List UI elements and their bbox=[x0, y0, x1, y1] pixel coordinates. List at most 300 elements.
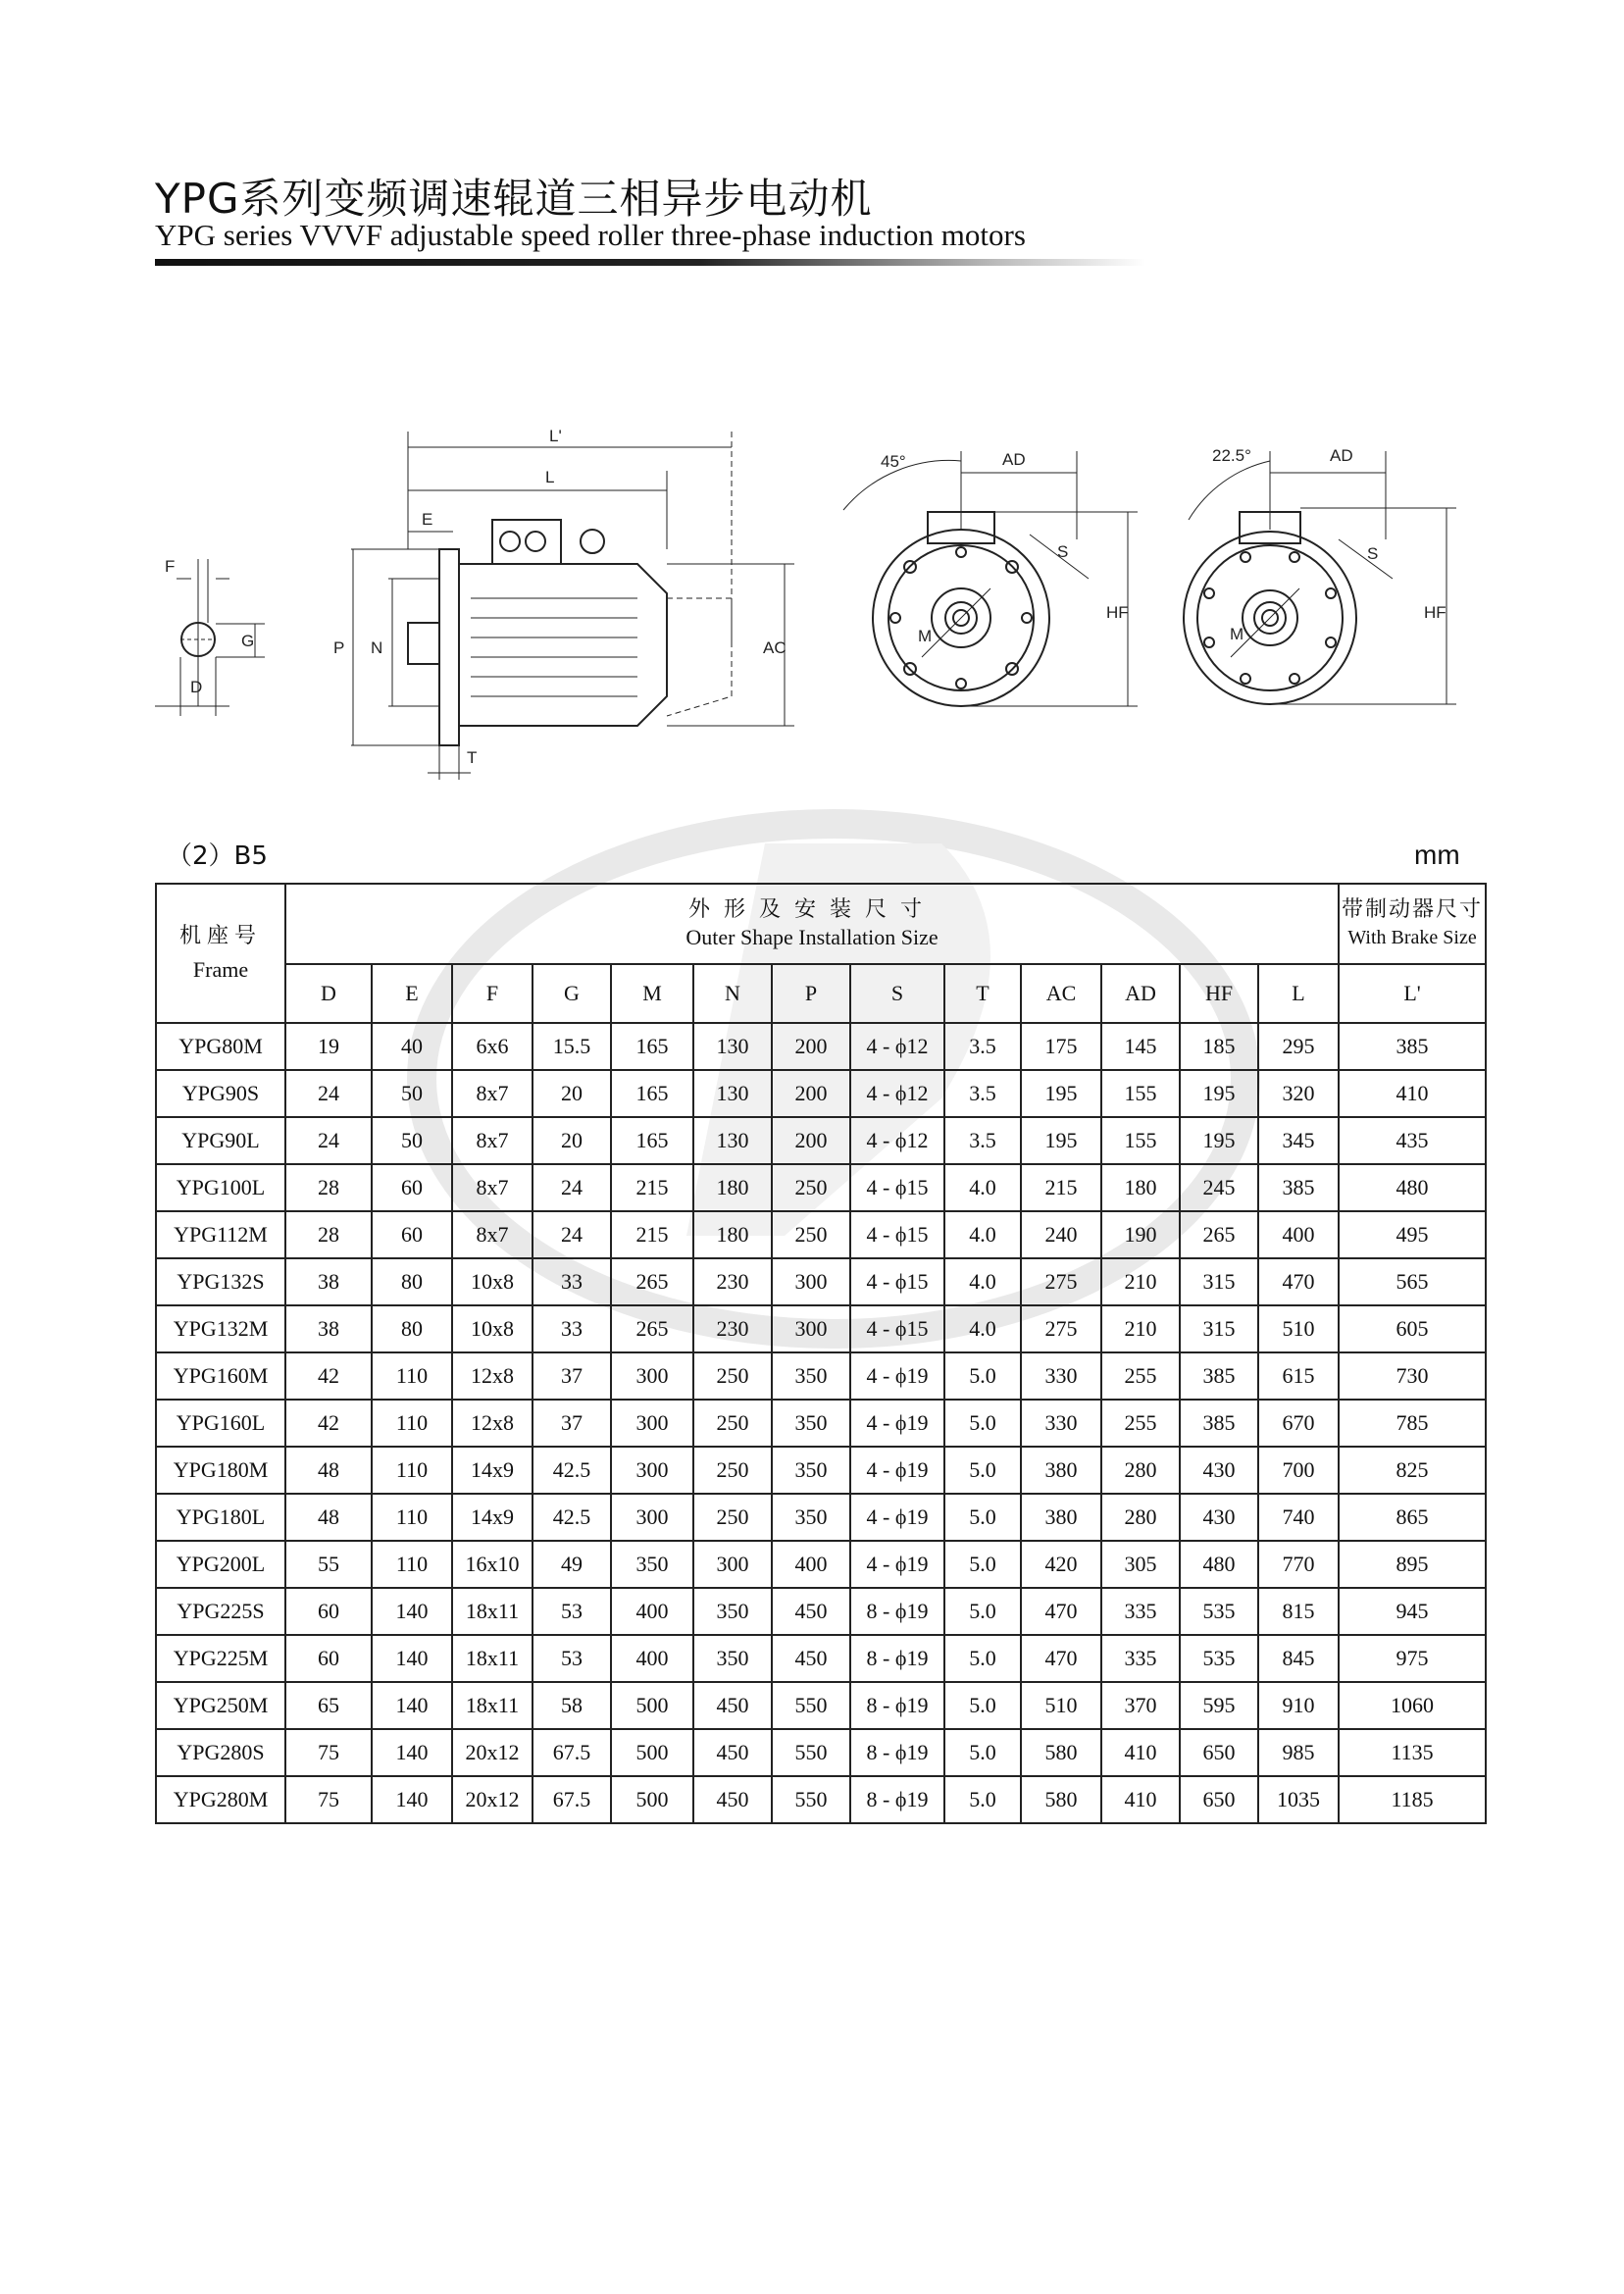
value-cell: 275 bbox=[1021, 1258, 1101, 1305]
table-row bbox=[156, 1258, 1486, 1305]
table-row bbox=[156, 1305, 1486, 1352]
column-header: F bbox=[452, 964, 533, 1023]
value-cell: 4 - ϕ15 bbox=[850, 1211, 944, 1258]
value-cell: 42.5 bbox=[533, 1494, 611, 1541]
value-cell: 410 bbox=[1101, 1776, 1180, 1823]
frame-cell: YPG280M bbox=[156, 1776, 285, 1823]
frame-header-en: Frame bbox=[192, 957, 249, 982]
frame-cell: YPG132M bbox=[156, 1305, 285, 1352]
outer-size-header-cn: 外形及安装尺寸 bbox=[688, 897, 937, 922]
value-cell: 785 bbox=[1339, 1400, 1486, 1447]
value-cell: 240 bbox=[1021, 1211, 1101, 1258]
frame-cell: YPG90L bbox=[156, 1117, 285, 1164]
value-cell: 20x12 bbox=[452, 1776, 533, 1823]
frame-cell: YPG225S bbox=[156, 1588, 285, 1635]
value-cell: 195 bbox=[1021, 1070, 1101, 1117]
value-cell: 580 bbox=[1021, 1776, 1101, 1823]
value-cell: 5.0 bbox=[944, 1682, 1021, 1729]
frame-header bbox=[156, 884, 285, 1023]
value-cell: 155 bbox=[1101, 1070, 1180, 1117]
value-cell: 67.5 bbox=[533, 1776, 611, 1823]
value-cell: 605 bbox=[1339, 1305, 1486, 1352]
value-cell: 470 bbox=[1021, 1635, 1101, 1682]
frame-cell: YPG90S bbox=[156, 1070, 285, 1117]
value-cell: 305 bbox=[1101, 1541, 1180, 1588]
value-cell: 4 - ϕ19 bbox=[850, 1352, 944, 1400]
value-cell: 550 bbox=[772, 1682, 850, 1729]
value-cell: 345 bbox=[1258, 1117, 1339, 1164]
value-cell: 145 bbox=[1101, 1023, 1180, 1070]
value-cell: 845 bbox=[1258, 1635, 1339, 1682]
table-row bbox=[156, 1541, 1486, 1588]
value-cell: 300 bbox=[772, 1258, 850, 1305]
value-cell: 60 bbox=[285, 1635, 372, 1682]
value-cell: 230 bbox=[693, 1305, 772, 1352]
value-cell: 210 bbox=[1101, 1258, 1180, 1305]
value-cell: 4.0 bbox=[944, 1211, 1021, 1258]
value-cell: 175 bbox=[1021, 1023, 1101, 1070]
value-cell: 38 bbox=[285, 1258, 372, 1305]
frame-cell: YPG112M bbox=[156, 1211, 285, 1258]
shaft-end-view bbox=[155, 557, 265, 716]
value-cell: 4 - ϕ19 bbox=[850, 1541, 944, 1588]
value-cell: 495 bbox=[1339, 1211, 1486, 1258]
value-cell: 19 bbox=[285, 1023, 372, 1070]
label-22-5: 22.5° bbox=[1212, 446, 1251, 465]
frame-cell: YPG200L bbox=[156, 1541, 285, 1588]
value-cell: 385 bbox=[1258, 1164, 1339, 1211]
value-cell: 350 bbox=[611, 1541, 693, 1588]
value-cell: 58 bbox=[533, 1682, 611, 1729]
value-cell: 48 bbox=[285, 1447, 372, 1494]
value-cell: 60 bbox=[372, 1164, 452, 1211]
label-t: T bbox=[467, 748, 478, 767]
value-cell: 400 bbox=[611, 1635, 693, 1682]
value-cell: 195 bbox=[1021, 1117, 1101, 1164]
value-cell: 3.5 bbox=[944, 1070, 1021, 1117]
value-cell: 24 bbox=[533, 1211, 611, 1258]
value-cell: 550 bbox=[772, 1729, 850, 1776]
value-cell: 470 bbox=[1258, 1258, 1339, 1305]
value-cell: 295 bbox=[1258, 1023, 1339, 1070]
value-cell: 8 - ϕ19 bbox=[850, 1729, 944, 1776]
value-cell: 275 bbox=[1021, 1305, 1101, 1352]
value-cell: 155 bbox=[1101, 1117, 1180, 1164]
value-cell: 5.0 bbox=[944, 1588, 1021, 1635]
value-cell: 165 bbox=[611, 1070, 693, 1117]
brake-size-header-en: With Brake Size bbox=[1347, 927, 1477, 948]
value-cell: 18x11 bbox=[452, 1682, 533, 1729]
value-cell: 450 bbox=[772, 1588, 850, 1635]
value-cell: 140 bbox=[372, 1776, 452, 1823]
value-cell: 18x11 bbox=[452, 1635, 533, 1682]
value-cell: 20x12 bbox=[452, 1729, 533, 1776]
label-f: F bbox=[165, 557, 176, 576]
label-g: G bbox=[241, 632, 255, 650]
value-cell: 8 - ϕ19 bbox=[850, 1635, 944, 1682]
table-body bbox=[156, 1023, 1486, 1823]
value-cell: 330 bbox=[1021, 1352, 1101, 1400]
value-cell: 650 bbox=[1180, 1729, 1258, 1776]
value-cell: 4 - ϕ19 bbox=[850, 1494, 944, 1541]
value-cell: 400 bbox=[611, 1588, 693, 1635]
table-row bbox=[156, 1682, 1486, 1729]
value-cell: 385 bbox=[1180, 1352, 1258, 1400]
value-cell: 110 bbox=[372, 1400, 452, 1447]
value-cell: 110 bbox=[372, 1541, 452, 1588]
value-cell: 24 bbox=[533, 1164, 611, 1211]
column-header: L bbox=[1258, 964, 1339, 1023]
motor-drawings bbox=[147, 422, 1500, 794]
frame-cell: YPG80M bbox=[156, 1023, 285, 1070]
value-cell: 50 bbox=[372, 1070, 452, 1117]
value-cell: 130 bbox=[693, 1117, 772, 1164]
value-cell: 180 bbox=[693, 1211, 772, 1258]
label-e: E bbox=[422, 510, 433, 529]
value-cell: 4 - ϕ15 bbox=[850, 1305, 944, 1352]
side-view bbox=[333, 427, 794, 780]
column-header: S bbox=[850, 964, 944, 1023]
value-cell: 335 bbox=[1101, 1588, 1180, 1635]
value-cell: 24 bbox=[285, 1117, 372, 1164]
value-cell: 200 bbox=[772, 1070, 850, 1117]
value-cell: 330 bbox=[1021, 1400, 1101, 1447]
value-cell: 255 bbox=[1101, 1352, 1180, 1400]
value-cell: 3.5 bbox=[944, 1117, 1021, 1164]
table-row bbox=[156, 1117, 1486, 1164]
value-cell: 350 bbox=[693, 1588, 772, 1635]
value-cell: 985 bbox=[1258, 1729, 1339, 1776]
value-cell: 215 bbox=[611, 1164, 693, 1211]
table-row bbox=[156, 1729, 1486, 1776]
value-cell: 42 bbox=[285, 1400, 372, 1447]
table-row bbox=[156, 1023, 1486, 1070]
value-cell: 280 bbox=[1101, 1447, 1180, 1494]
value-cell: 50 bbox=[372, 1117, 452, 1164]
column-header: E bbox=[372, 964, 452, 1023]
value-cell: 385 bbox=[1339, 1023, 1486, 1070]
title-underline bbox=[155, 259, 1145, 266]
value-cell: 535 bbox=[1180, 1635, 1258, 1682]
value-cell: 350 bbox=[772, 1494, 850, 1541]
value-cell: 595 bbox=[1180, 1682, 1258, 1729]
value-cell: 10x8 bbox=[452, 1305, 533, 1352]
value-cell: 430 bbox=[1180, 1494, 1258, 1541]
value-cell: 400 bbox=[772, 1541, 850, 1588]
front-view-4-hole bbox=[843, 450, 1138, 706]
value-cell: 670 bbox=[1258, 1400, 1339, 1447]
label-ad-1: AD bbox=[1002, 450, 1026, 469]
label-n: N bbox=[371, 638, 383, 657]
value-cell: 370 bbox=[1101, 1682, 1180, 1729]
value-cell: 250 bbox=[772, 1211, 850, 1258]
value-cell: 5.0 bbox=[944, 1776, 1021, 1823]
column-header: M bbox=[611, 964, 693, 1023]
value-cell: 480 bbox=[1180, 1541, 1258, 1588]
value-cell: 110 bbox=[372, 1494, 452, 1541]
label-d: D bbox=[190, 678, 203, 696]
label-45: 45° bbox=[881, 452, 906, 471]
value-cell: 315 bbox=[1180, 1305, 1258, 1352]
value-cell: 165 bbox=[611, 1117, 693, 1164]
value-cell: 140 bbox=[372, 1588, 452, 1635]
value-cell: 250 bbox=[693, 1447, 772, 1494]
value-cell: 1185 bbox=[1339, 1776, 1486, 1823]
value-cell: 580 bbox=[1021, 1729, 1101, 1776]
value-cell: 200 bbox=[772, 1023, 850, 1070]
outer-size-header bbox=[285, 884, 1339, 964]
column-header: AD bbox=[1101, 964, 1180, 1023]
value-cell: 510 bbox=[1258, 1305, 1339, 1352]
table-row bbox=[156, 1400, 1486, 1447]
value-cell: 435 bbox=[1339, 1117, 1486, 1164]
value-cell: 400 bbox=[1258, 1211, 1339, 1258]
outer-size-header-en: Outer Shape Installation Size bbox=[685, 925, 939, 949]
value-cell: 37 bbox=[533, 1352, 611, 1400]
value-cell: 215 bbox=[611, 1211, 693, 1258]
value-cell: 280 bbox=[1101, 1494, 1180, 1541]
value-cell: 12x8 bbox=[452, 1352, 533, 1400]
value-cell: 300 bbox=[693, 1541, 772, 1588]
value-cell: 8 - ϕ19 bbox=[850, 1682, 944, 1729]
value-cell: 4.0 bbox=[944, 1164, 1021, 1211]
value-cell: 215 bbox=[1021, 1164, 1101, 1211]
value-cell: 80 bbox=[372, 1258, 452, 1305]
table-row bbox=[156, 1164, 1486, 1211]
value-cell: 700 bbox=[1258, 1447, 1339, 1494]
value-cell: 5.0 bbox=[944, 1352, 1021, 1400]
value-cell: 5.0 bbox=[944, 1635, 1021, 1682]
column-header: N bbox=[693, 964, 772, 1023]
value-cell: 350 bbox=[693, 1635, 772, 1682]
value-cell: 14x9 bbox=[452, 1494, 533, 1541]
value-cell: 945 bbox=[1339, 1588, 1486, 1635]
value-cell: 53 bbox=[533, 1635, 611, 1682]
value-cell: 250 bbox=[772, 1164, 850, 1211]
value-cell: 4 - ϕ19 bbox=[850, 1447, 944, 1494]
value-cell: 210 bbox=[1101, 1305, 1180, 1352]
value-cell: 385 bbox=[1180, 1400, 1258, 1447]
value-cell: 615 bbox=[1258, 1352, 1339, 1400]
column-header: T bbox=[944, 964, 1021, 1023]
value-cell: 8x7 bbox=[452, 1211, 533, 1258]
value-cell: 4 - ϕ12 bbox=[850, 1023, 944, 1070]
frame-cell: YPG180L bbox=[156, 1494, 285, 1541]
section-label: （2）B5 bbox=[167, 841, 268, 871]
value-cell: 20 bbox=[533, 1070, 611, 1117]
value-cell: 250 bbox=[693, 1494, 772, 1541]
value-cell: 5.0 bbox=[944, 1400, 1021, 1447]
value-cell: 410 bbox=[1339, 1070, 1486, 1117]
value-cell: 140 bbox=[372, 1729, 452, 1776]
column-header: P bbox=[772, 964, 850, 1023]
value-cell: 265 bbox=[611, 1305, 693, 1352]
frame-header-cn: 机座号 bbox=[178, 924, 262, 948]
value-cell: 895 bbox=[1339, 1541, 1486, 1588]
value-cell: 250 bbox=[693, 1352, 772, 1400]
label-ac: AC bbox=[763, 638, 787, 657]
table-row bbox=[156, 1352, 1486, 1400]
value-cell: 420 bbox=[1021, 1541, 1101, 1588]
value-cell: 550 bbox=[772, 1776, 850, 1823]
brake-size-header-cn: 带制动器尺寸 bbox=[1342, 897, 1484, 922]
label-m-2: M bbox=[1230, 625, 1244, 643]
value-cell: 450 bbox=[772, 1635, 850, 1682]
value-cell: 48 bbox=[285, 1494, 372, 1541]
value-cell: 410 bbox=[1101, 1729, 1180, 1776]
table-row bbox=[156, 1776, 1486, 1823]
value-cell: 300 bbox=[611, 1494, 693, 1541]
column-header: L' bbox=[1339, 964, 1486, 1023]
frame-cell: YPG160M bbox=[156, 1352, 285, 1400]
label-hf-1: HF bbox=[1106, 603, 1129, 622]
value-cell: 55 bbox=[285, 1541, 372, 1588]
table-row bbox=[156, 1588, 1486, 1635]
unit-label: mm bbox=[1414, 840, 1460, 870]
value-cell: 5.0 bbox=[944, 1729, 1021, 1776]
frame-cell: YPG250M bbox=[156, 1682, 285, 1729]
value-cell: 300 bbox=[611, 1400, 693, 1447]
value-cell: 230 bbox=[693, 1258, 772, 1305]
column-header: AC bbox=[1021, 964, 1101, 1023]
value-cell: 195 bbox=[1180, 1070, 1258, 1117]
value-cell: 470 bbox=[1021, 1588, 1101, 1635]
value-cell: 825 bbox=[1339, 1447, 1486, 1494]
value-cell: 4 - ϕ12 bbox=[850, 1070, 944, 1117]
value-cell: 565 bbox=[1339, 1258, 1486, 1305]
value-cell: 130 bbox=[693, 1023, 772, 1070]
value-cell: 315 bbox=[1180, 1258, 1258, 1305]
value-cell: 500 bbox=[611, 1682, 693, 1729]
value-cell: 180 bbox=[1101, 1164, 1180, 1211]
value-cell: 28 bbox=[285, 1164, 372, 1211]
value-cell: 450 bbox=[693, 1682, 772, 1729]
value-cell: 42.5 bbox=[533, 1447, 611, 1494]
value-cell: 6x6 bbox=[452, 1023, 533, 1070]
value-cell: 40 bbox=[372, 1023, 452, 1070]
table-row bbox=[156, 1070, 1486, 1117]
value-cell: 300 bbox=[611, 1352, 693, 1400]
value-cell: 300 bbox=[772, 1305, 850, 1352]
value-cell: 8x7 bbox=[452, 1164, 533, 1211]
value-cell: 4 - ϕ19 bbox=[850, 1400, 944, 1447]
label-hf-2: HF bbox=[1424, 603, 1446, 622]
frame-cell: YPG280S bbox=[156, 1729, 285, 1776]
value-cell: 350 bbox=[772, 1400, 850, 1447]
value-cell: 33 bbox=[533, 1305, 611, 1352]
value-cell: 740 bbox=[1258, 1494, 1339, 1541]
value-cell: 5.0 bbox=[944, 1494, 1021, 1541]
value-cell: 165 bbox=[611, 1023, 693, 1070]
label-l: L bbox=[545, 468, 555, 486]
value-cell: 335 bbox=[1101, 1635, 1180, 1682]
dimension-table bbox=[155, 883, 1487, 1824]
value-cell: 510 bbox=[1021, 1682, 1101, 1729]
value-cell: 4.0 bbox=[944, 1258, 1021, 1305]
value-cell: 110 bbox=[372, 1447, 452, 1494]
value-cell: 190 bbox=[1101, 1211, 1180, 1258]
value-cell: 350 bbox=[772, 1447, 850, 1494]
value-cell: 350 bbox=[772, 1352, 850, 1400]
value-cell: 60 bbox=[285, 1588, 372, 1635]
value-cell: 8x7 bbox=[452, 1117, 533, 1164]
value-cell: 60 bbox=[372, 1211, 452, 1258]
table-row bbox=[156, 1494, 1486, 1541]
label-l-prime: L' bbox=[549, 427, 562, 445]
label-m-1: M bbox=[918, 627, 933, 645]
value-cell: 250 bbox=[693, 1400, 772, 1447]
value-cell: 5.0 bbox=[944, 1447, 1021, 1494]
value-cell: 730 bbox=[1339, 1352, 1486, 1400]
frame-cell: YPG225M bbox=[156, 1635, 285, 1682]
value-cell: 815 bbox=[1258, 1588, 1339, 1635]
value-cell: 14x9 bbox=[452, 1447, 533, 1494]
value-cell: 140 bbox=[372, 1635, 452, 1682]
value-cell: 15.5 bbox=[533, 1023, 611, 1070]
value-cell: 130 bbox=[693, 1070, 772, 1117]
value-cell: 500 bbox=[611, 1729, 693, 1776]
value-cell: 110 bbox=[372, 1352, 452, 1400]
value-cell: 8 - ϕ19 bbox=[850, 1776, 944, 1823]
value-cell: 320 bbox=[1258, 1070, 1339, 1117]
value-cell: 480 bbox=[1339, 1164, 1486, 1211]
frame-cell: YPG100L bbox=[156, 1164, 285, 1211]
value-cell: 33 bbox=[533, 1258, 611, 1305]
value-cell: 380 bbox=[1021, 1494, 1101, 1541]
value-cell: 200 bbox=[772, 1117, 850, 1164]
value-cell: 8 - ϕ19 bbox=[850, 1588, 944, 1635]
column-header: HF bbox=[1180, 964, 1258, 1023]
value-cell: 8x7 bbox=[452, 1070, 533, 1117]
table-row bbox=[156, 1447, 1486, 1494]
value-cell: 910 bbox=[1258, 1682, 1339, 1729]
value-cell: 975 bbox=[1339, 1635, 1486, 1682]
value-cell: 535 bbox=[1180, 1588, 1258, 1635]
label-p: P bbox=[333, 638, 345, 657]
value-cell: 4.0 bbox=[944, 1305, 1021, 1352]
table-row bbox=[156, 1635, 1486, 1682]
value-cell: 16x10 bbox=[452, 1541, 533, 1588]
value-cell: 28 bbox=[285, 1211, 372, 1258]
value-cell: 75 bbox=[285, 1776, 372, 1823]
value-cell: 500 bbox=[611, 1776, 693, 1823]
value-cell: 10x8 bbox=[452, 1258, 533, 1305]
value-cell: 140 bbox=[372, 1682, 452, 1729]
value-cell: 49 bbox=[533, 1541, 611, 1588]
value-cell: 430 bbox=[1180, 1447, 1258, 1494]
value-cell: 300 bbox=[611, 1447, 693, 1494]
value-cell: 20 bbox=[533, 1117, 611, 1164]
column-code-row bbox=[156, 964, 1486, 1023]
value-cell: 4 - ϕ12 bbox=[850, 1117, 944, 1164]
value-cell: 195 bbox=[1180, 1117, 1258, 1164]
page-title-en: YPG series VVVF adjustable speed roller three-phase induction motors bbox=[155, 218, 1026, 252]
label-s-1: S bbox=[1057, 542, 1069, 561]
value-cell: 3.5 bbox=[944, 1023, 1021, 1070]
column-header: G bbox=[533, 964, 611, 1023]
label-s-2: S bbox=[1367, 544, 1379, 563]
value-cell: 265 bbox=[1180, 1211, 1258, 1258]
value-cell: 53 bbox=[533, 1588, 611, 1635]
value-cell: 24 bbox=[285, 1070, 372, 1117]
value-cell: 42 bbox=[285, 1352, 372, 1400]
frame-cell: YPG180M bbox=[156, 1447, 285, 1494]
value-cell: 18x11 bbox=[452, 1588, 533, 1635]
value-cell: 770 bbox=[1258, 1541, 1339, 1588]
front-view-8-hole bbox=[1184, 446, 1456, 704]
value-cell: 4 - ϕ15 bbox=[850, 1164, 944, 1211]
column-header: D bbox=[285, 964, 372, 1023]
